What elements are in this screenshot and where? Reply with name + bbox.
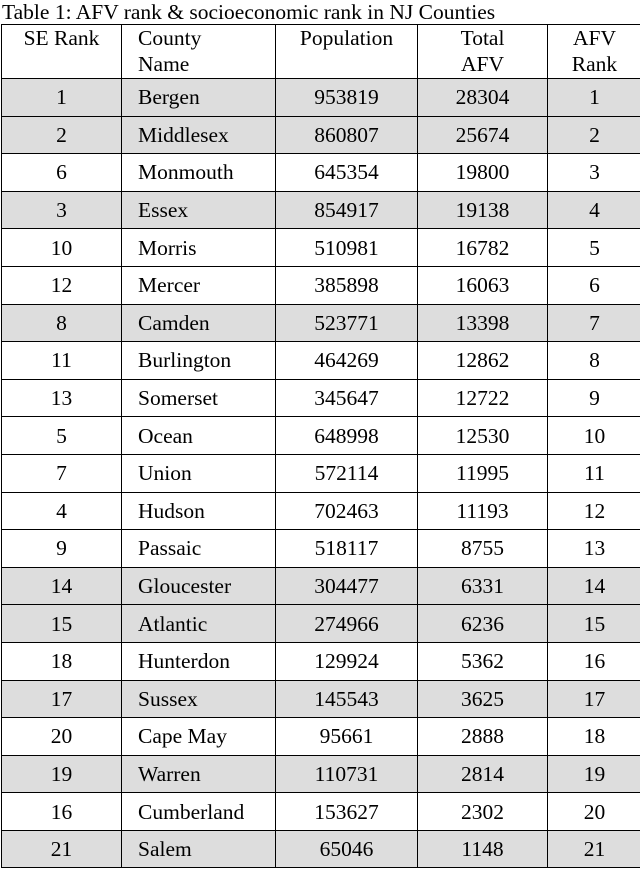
cell-total-afv: 2814 xyxy=(418,755,548,793)
cell-county-name: Burlington xyxy=(122,342,276,380)
cell-se-rank: 17 xyxy=(2,680,122,718)
cell-county-name: Middlesex xyxy=(122,116,276,154)
table-row xyxy=(2,530,640,568)
cell-total-afv: 12530 xyxy=(418,417,548,455)
cell-population: 702463 xyxy=(276,492,418,530)
header-total-afv-line2: AFV xyxy=(460,52,504,76)
cell-total-afv: 28304 xyxy=(418,79,548,117)
cell-se-rank: 15 xyxy=(2,605,122,643)
cell-county-name: Cape May xyxy=(122,718,276,756)
cell-county-name: Atlantic xyxy=(122,605,276,643)
cell-se-rank: 1 xyxy=(2,79,122,117)
cell-county-name: Mercer xyxy=(122,266,276,304)
cell-population: 274966 xyxy=(276,605,418,643)
cell-county-name: Passaic xyxy=(122,530,276,568)
cell-se-rank: 21 xyxy=(2,830,122,868)
cell-se-rank: 12 xyxy=(2,266,122,304)
cell-afv-rank: 16 xyxy=(548,642,640,680)
cell-se-rank: 6 xyxy=(2,154,122,192)
cell-population: 510981 xyxy=(276,229,418,267)
cell-population: 572114 xyxy=(276,454,418,492)
cell-afv-rank: 18 xyxy=(548,718,640,756)
table-row xyxy=(2,229,640,267)
cell-afv-rank: 15 xyxy=(548,605,640,643)
cell-afv-rank: 6 xyxy=(548,266,640,304)
cell-se-rank: 9 xyxy=(2,530,122,568)
cell-population: 953819 xyxy=(276,79,418,117)
cell-population: 464269 xyxy=(276,342,418,380)
cell-population: 65046 xyxy=(276,830,418,868)
cell-county-name: Hunterdon xyxy=(122,642,276,680)
cell-se-rank: 19 xyxy=(2,755,122,793)
table-row xyxy=(2,830,640,868)
cell-total-afv: 25674 xyxy=(418,116,548,154)
cell-county-name: Hudson xyxy=(122,492,276,530)
cell-se-rank: 16 xyxy=(2,793,122,831)
table-row xyxy=(2,379,640,417)
cell-afv-rank: 5 xyxy=(548,229,640,267)
table-caption: Table 1: AFV rank & socioeconomic rank in NJ Counties xyxy=(2,0,496,24)
cell-total-afv: 5362 xyxy=(418,642,548,680)
cell-population: 345647 xyxy=(276,379,418,417)
cell-total-afv: 1148 xyxy=(418,830,548,868)
cell-county-name: Union xyxy=(122,454,276,492)
cell-afv-rank: 10 xyxy=(548,417,640,455)
cell-se-rank: 7 xyxy=(2,454,122,492)
header-population-label: Population xyxy=(299,26,394,50)
cell-county-name: Monmouth xyxy=(122,154,276,192)
cell-total-afv: 3625 xyxy=(418,680,548,718)
cell-population: 518117 xyxy=(276,530,418,568)
cell-afv-rank: 19 xyxy=(548,755,640,793)
cell-total-afv: 6331 xyxy=(418,567,548,605)
header-population xyxy=(276,25,418,79)
cell-total-afv: 11995 xyxy=(418,454,548,492)
header-afv-rank-line2: Rank xyxy=(571,52,618,76)
cell-se-rank: 11 xyxy=(2,342,122,380)
cell-county-name: Ocean xyxy=(122,417,276,455)
header-total-afv-line1: Total xyxy=(460,26,505,50)
cell-population: 153627 xyxy=(276,793,418,831)
cell-county-name: Salem xyxy=(122,830,276,868)
table-row xyxy=(2,417,640,455)
header-afv-rank xyxy=(548,25,640,79)
table-row xyxy=(2,642,640,680)
header-county-line2: Name xyxy=(138,52,190,76)
cell-total-afv: 16063 xyxy=(418,266,548,304)
cell-total-afv: 2888 xyxy=(418,718,548,756)
cell-population: 129924 xyxy=(276,642,418,680)
cell-population: 110731 xyxy=(276,755,418,793)
table-row xyxy=(2,342,640,380)
cell-population: 860807 xyxy=(276,116,418,154)
table-row xyxy=(2,718,640,756)
header-row xyxy=(2,25,640,79)
cell-se-rank: 14 xyxy=(2,567,122,605)
cell-total-afv: 8755 xyxy=(418,530,548,568)
cell-afv-rank: 9 xyxy=(548,379,640,417)
header-total-afv xyxy=(418,25,548,79)
table-row xyxy=(2,605,640,643)
header-afv-rank-line1: AFV xyxy=(572,26,616,50)
cell-population: 645354 xyxy=(276,154,418,192)
cell-population: 523771 xyxy=(276,304,418,342)
table-row xyxy=(2,755,640,793)
cell-county-name: Somerset xyxy=(122,379,276,417)
cell-afv-rank: 11 xyxy=(548,454,640,492)
cell-population: 648998 xyxy=(276,417,418,455)
cell-county-name: Gloucester xyxy=(122,567,276,605)
table-header xyxy=(2,25,640,79)
cell-afv-rank: 20 xyxy=(548,793,640,831)
cell-total-afv: 19138 xyxy=(418,191,548,229)
cell-afv-rank: 14 xyxy=(548,567,640,605)
header-county-name xyxy=(122,25,276,79)
cell-afv-rank: 17 xyxy=(548,680,640,718)
table-row xyxy=(2,79,640,117)
cell-total-afv: 16782 xyxy=(418,229,548,267)
cell-total-afv: 13398 xyxy=(418,304,548,342)
cell-afv-rank: 12 xyxy=(548,492,640,530)
table-body xyxy=(2,79,640,868)
cell-se-rank: 20 xyxy=(2,718,122,756)
cell-county-name: Camden xyxy=(122,304,276,342)
cell-total-afv: 12862 xyxy=(418,342,548,380)
cell-total-afv: 19800 xyxy=(418,154,548,192)
cell-county-name: Essex xyxy=(122,191,276,229)
cell-se-rank: 5 xyxy=(2,417,122,455)
cell-county-name: Warren xyxy=(122,755,276,793)
cell-se-rank: 3 xyxy=(2,191,122,229)
afv-rank-table xyxy=(1,24,640,868)
table-row xyxy=(2,116,640,154)
cell-se-rank: 8 xyxy=(2,304,122,342)
cell-population: 95661 xyxy=(276,718,418,756)
cell-afv-rank: 8 xyxy=(548,342,640,380)
cell-population: 145543 xyxy=(276,680,418,718)
cell-afv-rank: 2 xyxy=(548,116,640,154)
cell-total-afv: 11193 xyxy=(418,492,548,530)
table-row xyxy=(2,680,640,718)
cell-se-rank: 13 xyxy=(2,379,122,417)
cell-se-rank: 2 xyxy=(2,116,122,154)
cell-se-rank: 18 xyxy=(2,642,122,680)
table-row xyxy=(2,492,640,530)
cell-population: 854917 xyxy=(276,191,418,229)
cell-se-rank: 4 xyxy=(2,492,122,530)
cell-total-afv: 12722 xyxy=(418,379,548,417)
cell-county-name: Sussex xyxy=(122,680,276,718)
cell-total-afv: 2302 xyxy=(418,793,548,831)
cell-afv-rank: 13 xyxy=(548,530,640,568)
cell-county-name: Cumberland xyxy=(122,793,276,831)
table-row xyxy=(2,191,640,229)
cell-afv-rank: 4 xyxy=(548,191,640,229)
table-row xyxy=(2,793,640,831)
cell-total-afv: 6236 xyxy=(418,605,548,643)
cell-se-rank: 10 xyxy=(2,229,122,267)
table-row xyxy=(2,304,640,342)
cell-population: 304477 xyxy=(276,567,418,605)
table-row xyxy=(2,154,640,192)
cell-afv-rank: 7 xyxy=(548,304,640,342)
cell-afv-rank: 21 xyxy=(548,830,640,868)
header-county-line1: County xyxy=(138,26,202,50)
cell-population: 385898 xyxy=(276,266,418,304)
cell-county-name: Morris xyxy=(122,229,276,267)
header-se-rank-label: SE Rank xyxy=(23,26,100,50)
cell-afv-rank: 3 xyxy=(548,154,640,192)
cell-afv-rank: 1 xyxy=(548,79,640,117)
table-row xyxy=(2,454,640,492)
header-se-rank xyxy=(2,25,122,79)
table-row xyxy=(2,567,640,605)
cell-county-name: Bergen xyxy=(122,79,276,117)
table-row xyxy=(2,266,640,304)
